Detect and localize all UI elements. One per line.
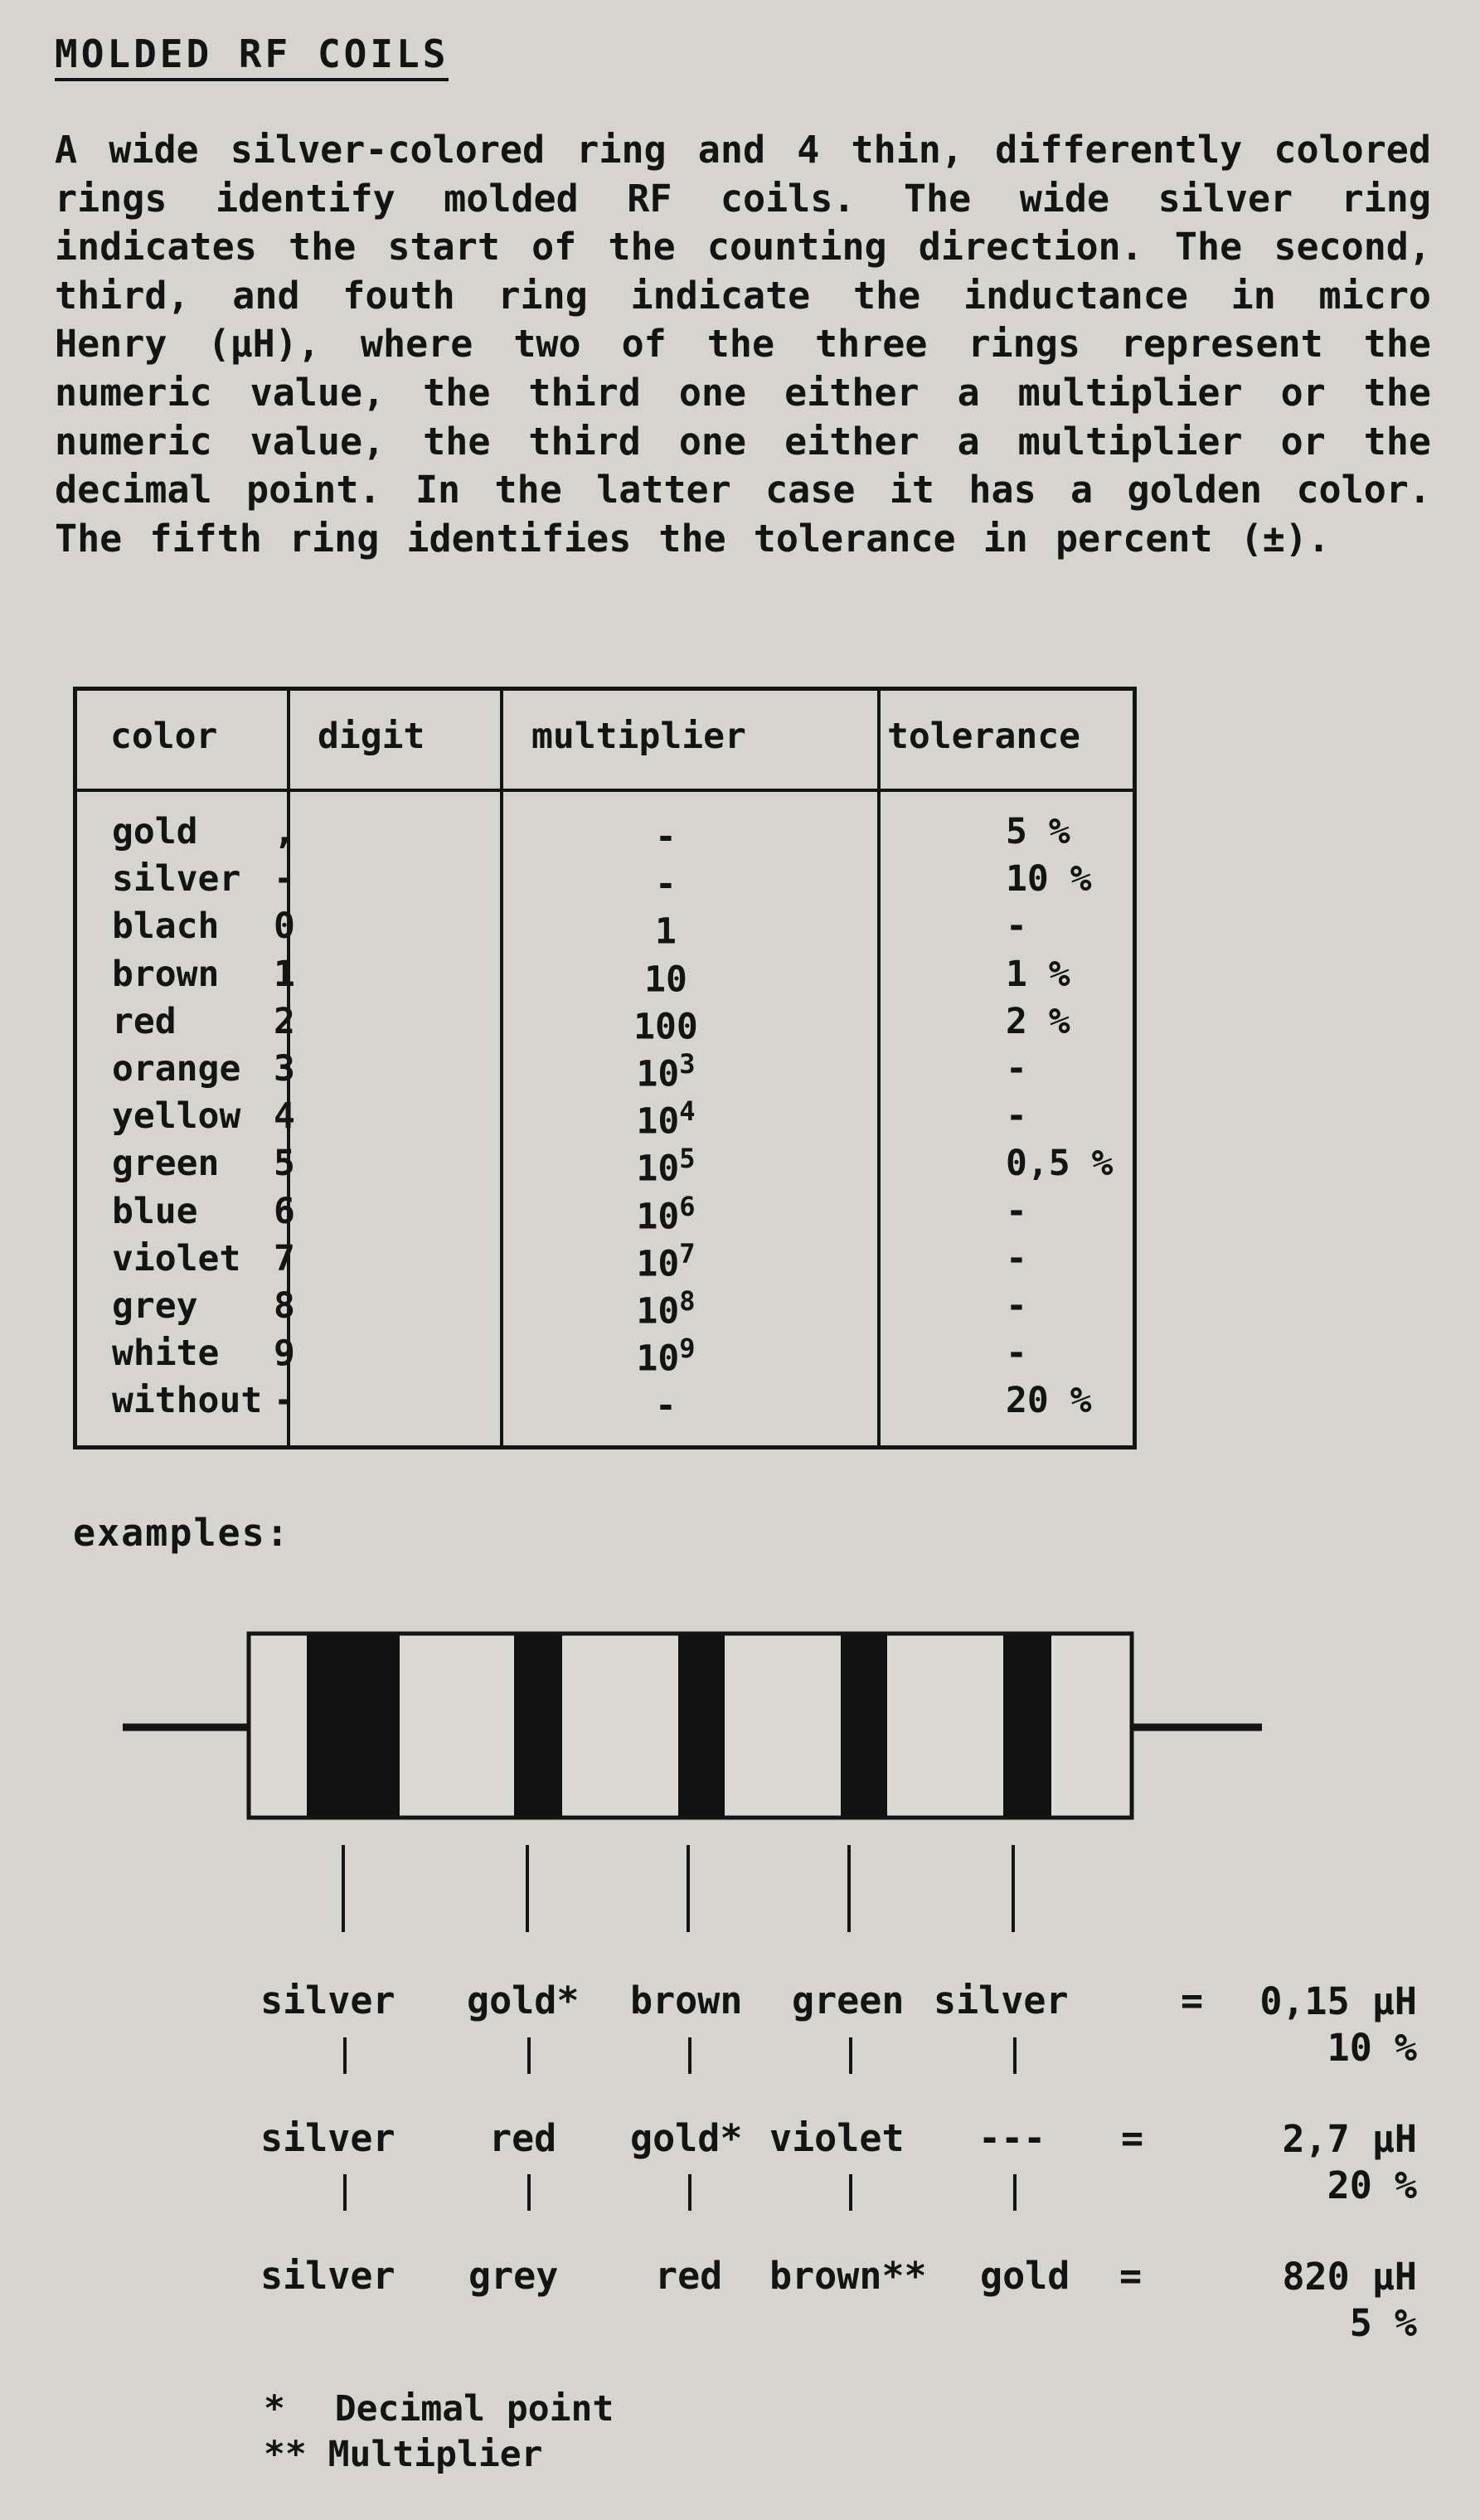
cell-tolerance: - [1006,1333,1027,1375]
header-digit: digit [318,716,425,757]
cell-tolerance: 10 % [1006,858,1092,901]
example-1-result [1259,1979,1417,2071]
cell-digit: 2 [274,1000,295,1042]
multiplier-exponent: 7 [679,1237,696,1270]
multiplier-base: - [655,816,677,858]
cell-tolerance: - [1006,1284,1027,1327]
intro-paragraph: A wide silver-colored ring and 4 thin, differently colored rings identify molded RF coils. The wide silver ring indicates the start of the counting direction. The second, third, and fouth ring indicate the inductance in micro Henry (µH), where two of the three rings represent the numeric value, the third one either a multiplier or the numeric value, the third one either a multiplier or the decimal point. In the latter case it has a golden color. The fifth ring identifies the tolerance in percent (±). [55,128,1431,561]
example-3-result [1282,2254,1417,2347]
ring-5 [1003,1635,1051,1816]
multiplier-base: 10 [636,1195,680,1237]
example-1-equals: = [1181,1979,1204,2022]
example-2-ring-5: --- [978,2116,1046,2160]
cell-color: without [112,1380,263,1422]
example-1-ring-3: brown [630,1979,743,2022]
cell-digit: 6 [274,1190,295,1232]
example-3-ring-4: brown** [769,2254,927,2298]
cell-color: silver [112,858,241,901]
footnote-mark: * [264,2388,285,2430]
cell-digit: 5 [274,1143,295,1185]
cell-tolerance: 0,5 % [1006,1143,1114,1185]
footnote-multiplier [264,2434,543,2475]
example-3-value: 820 µH [1282,2255,1417,2299]
examples-label: examples: [73,1511,290,1555]
example-1-ring-2: gold* [467,1979,580,2022]
multiplier-base: - [655,1385,677,1427]
example-1-value: 0,15 µH [1259,1979,1417,2023]
example-2-ring-2: red [489,2116,557,2160]
cell-digit: 4 [274,1095,295,1138]
example-2-ring-1: silver [260,2116,395,2160]
multiplier-exponent: 9 [679,1333,696,1365]
example-3-ring-5: gold [980,2254,1070,2298]
cell-digit: 9 [274,1333,295,1375]
tick [849,2037,852,2074]
multiplier-base: 10 [636,1053,680,1095]
multiplier-base: 100 [633,1006,698,1048]
ring-4 [841,1635,887,1816]
cell-digit: - [274,1380,295,1422]
tick [527,2037,531,2074]
multiplier-base: 10 [636,1148,680,1190]
tick [1013,2037,1017,2074]
cell-tolerance: - [1006,1237,1027,1279]
example-2-equals: = [1121,2116,1144,2160]
multiplier-exponent: 8 [679,1284,696,1317]
tick [688,2037,691,2074]
example-1-ring-5: silver [934,1979,1069,2022]
cell-digit: - [274,858,295,901]
example-3-ring-3: red [655,2254,723,2298]
example-3-ring-2: grey [468,2254,559,2298]
cell-tolerance: 2 % [1006,1000,1070,1042]
cell-color: violet [112,1237,241,1279]
footnote-mark: ** [264,2434,307,2475]
cell-tolerance: 5 % [1006,811,1070,852]
tick [343,2037,347,2074]
cell-color: blach [112,906,220,948]
cell-digit: 7 [274,1237,295,1279]
multiplier-base: 1 [655,910,677,953]
footnote-decimal-point [264,2388,614,2430]
tick [688,2174,691,2211]
cell-color: grey [112,1284,198,1327]
cell-color: red [112,1000,177,1042]
cell-tolerance: - [1006,906,1027,948]
footnote-text: Multiplier [328,2434,543,2475]
cell-digit: 1 [274,953,295,995]
cell-color: blue [112,1190,198,1232]
ring-3 [678,1635,725,1816]
multiplier-exponent: 3 [679,1047,696,1080]
example-2-tolerance: 20 % [1327,2163,1417,2207]
example-3-equals: = [1119,2254,1143,2298]
example-1-tolerance: 10 % [1327,2026,1417,2070]
multiplier-base: - [655,863,677,906]
cell-color: orange [112,1047,241,1090]
example-3-ring-1: silver [260,2254,395,2298]
example-2-ring-4: violet [769,2116,905,2160]
header-multiplier: multiplier [531,716,746,757]
multiplier-base: 10 [636,1338,680,1380]
cell-color: brown [112,953,220,995]
cell-digit: 0 [274,906,295,948]
multiplier-base: 10 [636,1290,680,1333]
multiplier-exponent: 4 [679,1095,696,1128]
ring-wide-silver [307,1635,400,1816]
example-1-ring-4: green [792,1979,905,2022]
tick [343,2174,347,2211]
header-tolerance: tolerance [887,716,1080,757]
cell-tolerance: - [1006,1190,1027,1232]
cell-digit: 3 [274,1047,295,1090]
example-2-value: 2,7 µH [1282,2117,1417,2161]
cell-tolerance: - [1006,1095,1027,1138]
cell-color: white [112,1333,220,1375]
cell-digit: 8 [274,1284,295,1327]
cell-color: gold [112,811,198,852]
multiplier-exponent: 6 [679,1190,696,1222]
tick [527,2174,531,2211]
cell-color: yellow [112,1095,241,1138]
example-2-ring-3: gold* [630,2116,743,2160]
multiplier-base: 10 [636,1243,680,1285]
multiplier-base: 10 [644,958,687,1000]
cell-color: green [112,1143,220,1185]
cell-tolerance: - [1006,1047,1027,1090]
cell-digit: , [274,811,295,852]
page-title: MOLDED RF COILS [55,32,449,81]
ring-2 [514,1635,562,1816]
footnote-text: Decimal point [334,2388,614,2430]
tick [1013,2174,1017,2211]
cell-tolerance: 1 % [1006,953,1070,995]
tick [849,2174,852,2211]
multiplier-base: 10 [636,1100,680,1143]
cell-tolerance: 20 % [1006,1380,1092,1422]
example-2-result [1282,2116,1417,2209]
example-1-ring-1: silver [260,1979,395,2022]
multiplier-exponent: 5 [679,1143,696,1175]
header-color: color [110,716,218,757]
example-3-tolerance: 5 % [1349,2301,1417,2345]
